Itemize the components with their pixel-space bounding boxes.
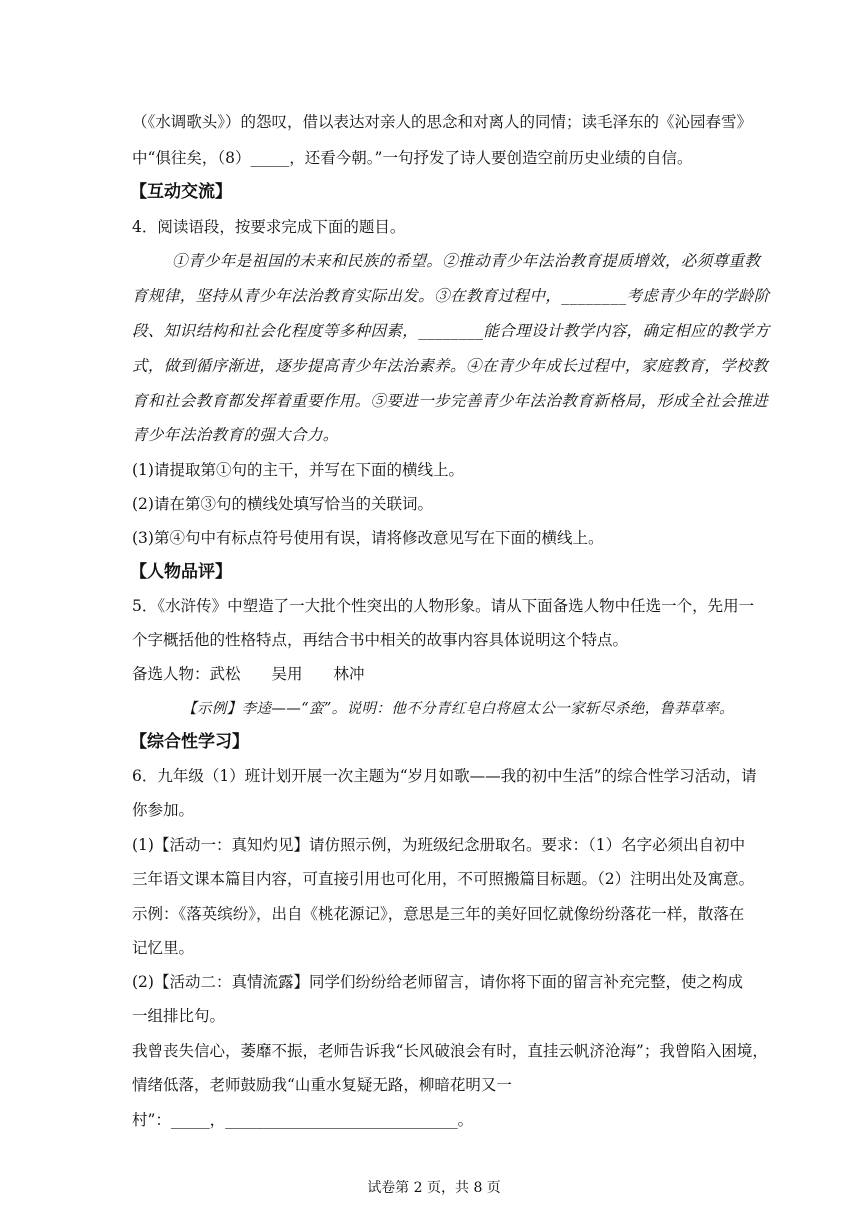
section-heading-comprehensive: 【综合性学习】 (130, 732, 249, 752)
section-heading-interact: 【互动交流】 (130, 182, 232, 202)
question-4-stem: 4．阅读语段，按要求完成下面的题目。 (132, 218, 406, 236)
message-line: 我曾丧失信心，萎靡不振，老师告诉我“长风破浪会有时，直挂云帆济沧海”；我曾陷入困境， (132, 1042, 768, 1060)
activity-1-line: 示例：《落英缤纷》，出自《桃花源记》，意思是三年的美好回忆就像纷纷落花一样，散落在 (132, 905, 745, 923)
question-6-line: 6．九年级（1）班计划开展一次主题为“岁月如歌——我的初中生活”的综合性学习活动，请 (132, 767, 757, 785)
activity-1-line: (1)【活动一：真知灼见】请仿照示例，为班级纪念册取名。要求：（1）名字必须出自初中 (132, 836, 746, 854)
sub-question-3: (3)第④句中有标点符号使用有误，请将修改意见写在下面的横线上。 (132, 529, 604, 547)
question-5-line: 个字概括他的性格特点，再结合书中相关的故事内容具体说明这个特点。 (132, 631, 629, 649)
passage-line: 育规律，坚持从青少年法治教育实际出发。③在教育过程中，________考虑青少年的学龄阶 (132, 287, 770, 305)
sub-question-1: (1)请提取第①句的主干，并写在下面的横线上。 (132, 461, 464, 479)
example-line: 【示例】李逵——“蛮”。说明：他不分青红皂白将扈太公一家斩尽杀绝，鲁莽草率。 (182, 701, 735, 717)
activity-2-line: 一组排比句。 (132, 1007, 226, 1025)
candidate-characters: 备选人物：武松 吴用 林冲 (132, 665, 365, 683)
activity-2-line: (2)【活动二：真情流露】同学们纷纷给老师留言，请你将下面的留言补充完整，使之构成 (132, 973, 743, 991)
question-5-line: 5．《水浒传》中塑造了一大批个性突出的人物形象。请从下面备选人物中任选一个，先用一 (132, 597, 755, 615)
sub-question-2: (2)请在第③句的横线处填写恰当的关联词。 (132, 495, 433, 513)
page-footer: 试卷第 2 页，共 8 页 (367, 1180, 501, 1196)
message-answer-line: 村”：_____，______________________________。 (132, 1111, 474, 1129)
passage-line: ①青少年是祖国的未来和民族的希望。②推动青少年法治教育提质增效，必须尊重教 (172, 252, 761, 270)
passage-line: 青少年法治教育的强大合力。 (132, 426, 339, 444)
activity-1-line: 记忆里。 (132, 939, 195, 957)
message-line: 情绪低落，老师鼓励我“山重水复疑无路，柳暗花明又一 (132, 1076, 512, 1094)
passage-line: 式，做到循序渐进，逐步提高青少年法治素养。④在青少年成长过程中，家庭教育，学校教 (132, 357, 769, 375)
passage-line: 育和社会教育都发挥着重要作用。⑤要进一步完善青少年法治教育新格局，形成全社会推进 (132, 392, 769, 410)
section-heading-person: 【人物品评】 (130, 562, 232, 582)
activity-1-line: 三年语文课本篇目内容，可直接引用也可化用，不可照搬篇目标题。（2）注明出处及寓意。 (132, 870, 755, 888)
question-6-line: 你参加。 (132, 801, 195, 819)
text-line: （《水调歌头》）的怨叹，借以表达对亲人的思念和对离人的同情；读毛泽东的《沁园春雪》 (132, 113, 753, 131)
passage-line: 段、知识结构和社会化程度等多种因素，________能合理设计教学内容，确定相应的教学方 (132, 322, 770, 340)
text-line: 中“俱往矣，（8）_____，还看今朝。”一句抒发了诗人要创造空前历史业绩的自信。 (132, 149, 693, 167)
